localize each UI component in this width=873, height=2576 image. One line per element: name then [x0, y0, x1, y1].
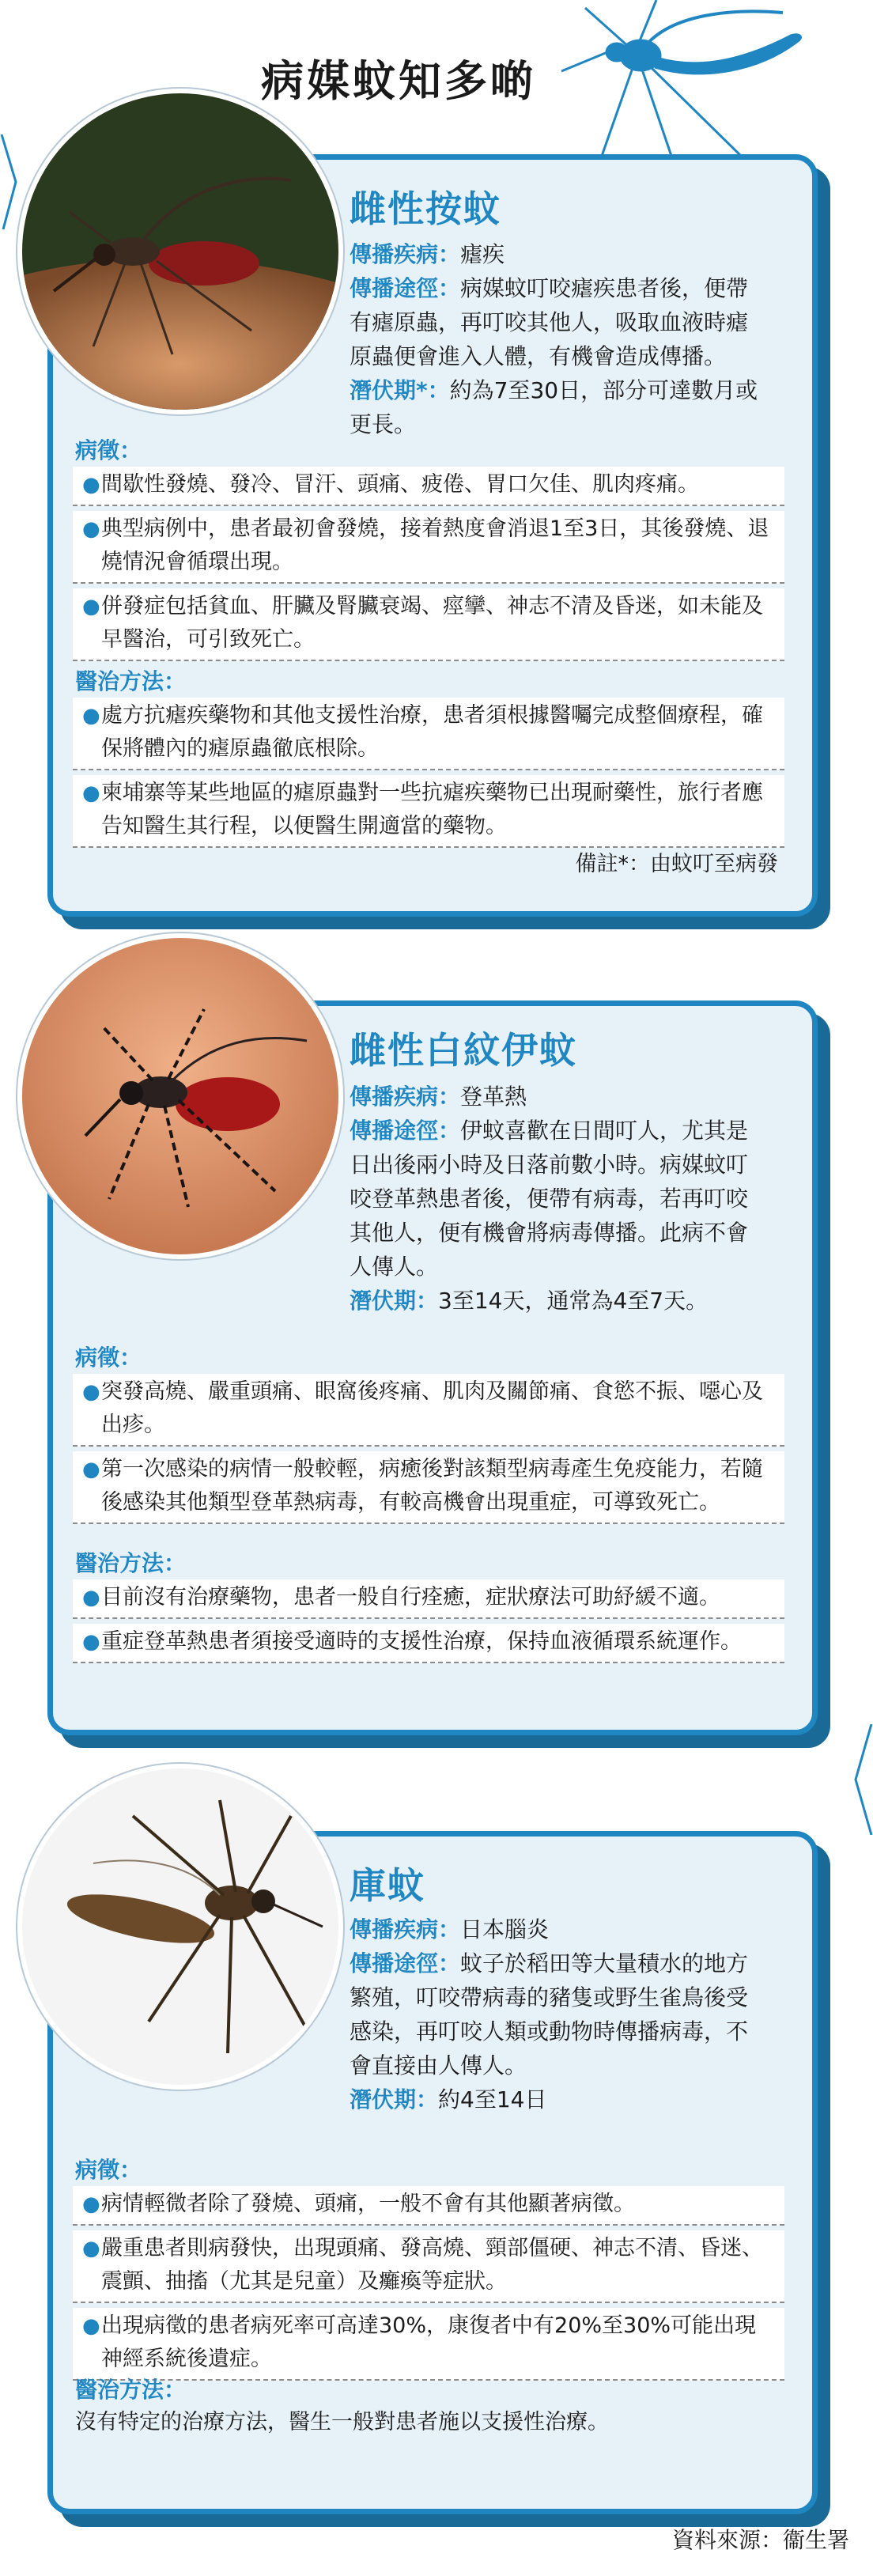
incubation-value: 3至14天，通常為4至7天。 [438, 1288, 709, 1314]
list-item [73, 775, 784, 848]
list-item-text: 第一次感染的病情一般較輕，病癒後對該類型病毒產生免疫能力，若隨後感染其他類型登革熱病毒，有較高機會出現重症，可導致死亡。 [101, 1457, 763, 1515]
list-item-text: 目前沒有治療藥物，患者一般自行痊癒，症狀療法可助紓緩不適。 [101, 1585, 720, 1610]
decorative-line-icon [849, 1724, 873, 1835]
list-item-text: 柬埔寨等某些地區的瘧原蟲對一些抗瘧疾藥物已出現耐藥性，旅行者應告知醫生其行程，以便醫生開適當的藥物。 [101, 781, 763, 838]
source-credit: 資料來源：衞生署 [671, 2527, 849, 2553]
symptoms-heading: 病徵： [75, 1345, 142, 1371]
list-item-text: 突發高燒、嚴重頭痛、眼窩後疼痛、肌肉及關節痛、食慾不振、噁心及出疹。 [101, 1379, 763, 1437]
route-label: 傳播途徑： [350, 1950, 461, 1976]
list-item-text: 典型病例中，患者最初會發燒，接着熱度會消退1至3日，其後發燒、退燒情況會循環出現。 [101, 516, 769, 574]
aedes-photo [17, 933, 343, 1259]
culex-photo [17, 1764, 343, 2090]
symptoms-list [73, 467, 784, 666]
bullet-icon: ● [82, 473, 100, 497]
treatment-list [73, 698, 784, 853]
species-info [350, 1912, 761, 2116]
page-title: 病媒蚊知多啲 [261, 56, 536, 106]
bullet-icon: ● [82, 2192, 100, 2216]
list-item [73, 2308, 784, 2381]
bullet-icon: ● [82, 704, 100, 728]
disease-value: 瘧疾 [460, 241, 505, 267]
incubation-label: 潛伏期： [350, 2086, 439, 2113]
footnote: 備註*：由蚊叮至病發 [575, 852, 778, 876]
list-item [73, 1451, 784, 1524]
bullet-icon: ● [82, 517, 100, 541]
disease-label: 傳播疾病： [350, 241, 461, 267]
treatment-list [73, 1579, 784, 1668]
bullet-icon: ● [82, 781, 100, 805]
list-item-text: 重症登革熱患者須接受適時的支援性治療，保持血液循環系統運作。 [101, 1629, 742, 1654]
list-item [73, 2186, 784, 2226]
bullet-icon: ● [82, 2237, 100, 2260]
list-item-text: 處方抗瘧疾藥物和其他支援性治療，患者須根據醫囑完成整個療程，確保將體內的瘧原蟲徹底根除。 [101, 703, 763, 761]
route-label: 傳播途徑： [350, 275, 461, 301]
list-item [73, 1579, 784, 1619]
route-value: 蚊子於稻田等大量積水的地方繁殖，叮咬帶病毒的豬隻或野生雀鳥後受感染，再叮咬人類或動物時傳播病毒，不會直接由人傳人。 [350, 1950, 749, 2079]
incubation-value: 約為7至30日，部分可達數月或更長。 [350, 377, 758, 437]
list-item [73, 467, 784, 506]
treatment-heading: 醫治方法： [75, 668, 187, 694]
bullet-icon: ● [82, 1458, 100, 1481]
list-item [73, 698, 784, 770]
species-info [350, 1080, 761, 1318]
treatment-heading: 醫治方法： [75, 1550, 187, 1576]
symptoms-heading: 病徵： [75, 2157, 142, 2183]
disease-label: 傳播疾病： [350, 1084, 461, 1110]
disease-value: 登革熱 [460, 1084, 527, 1110]
list-item-text: 間歇性發燒、發冷、冒汗、頭痛、疲倦、胃口欠佳、肌肉疼痛。 [101, 472, 699, 497]
disease-label: 傳播疾病： [350, 1916, 461, 1942]
list-item-text: 病情輕微者除了發燒、頭痛，一般不會有其他顯著病徵。 [101, 2192, 635, 2216]
mosquito-silhouette-icon [554, 0, 873, 158]
species-name: 庫蚊 [350, 1864, 425, 1907]
incubation-label: 潛伏期： [350, 1288, 439, 1314]
anopheles-photo [17, 89, 343, 414]
bullet-icon: ● [82, 1380, 100, 1404]
bullet-icon: ● [82, 2314, 100, 2338]
route-value: 病媒蚊叮咬瘧疾患者後，便帶有瘧原蟲，再叮咬其他人，吸取血液時瘧原蟲便會進入人體，有機會造成傳播。 [350, 275, 749, 369]
list-item-text: 嚴重患者則病發快，出現頭痛、發高燒、頸部僵硬、神志不清、昏迷、震顫、抽搐（尤其是兒童）及癱瘓等症狀。 [101, 2236, 763, 2294]
route-value: 伊蚊喜歡在日間叮人，尤其是日出後兩小時及日落前數小時。病媒蚊叮咬登革熱患者後，便帶有病毒，若再叮咬其他人，便有機會將病毒傳播。此病不會人傳人。 [350, 1118, 749, 1280]
list-item-text: 併發症包括貧血、肝臟及腎臟衰竭、痙攣、神志不清及昏迷，如未能及早醫治，可引致死亡。 [101, 594, 763, 652]
decorative-line-icon [0, 134, 24, 229]
species-name: 雌性按蚊 [350, 187, 501, 230]
list-item [73, 1624, 784, 1663]
incubation-label: 潛伏期*： [350, 377, 450, 403]
disease-value: 日本腦炎 [460, 1916, 550, 1942]
list-item [73, 588, 784, 661]
species-name: 雌性白紋伊蚊 [350, 1029, 577, 1072]
treatment-text: 沒有特定的治療方法，醫生一般對患者施以支援性治療。 [75, 2410, 609, 2434]
bullet-icon: ● [82, 1630, 100, 1654]
route-label: 傳播途徑： [350, 1118, 461, 1144]
bullet-icon: ● [82, 595, 100, 618]
list-item-text: 出現病徵的患者病死率可高達30%，康復者中有20%至30%可能出現神經系統後遺症。 [101, 2313, 757, 2371]
incubation-value: 約4至14日 [438, 2086, 547, 2113]
list-item [73, 511, 784, 584]
symptoms-list [73, 1374, 784, 1529]
list-item [73, 1374, 784, 1447]
treatment-heading: 醫治方法： [75, 2377, 187, 2403]
species-info [350, 237, 761, 441]
symptoms-heading: 病徵： [75, 437, 142, 463]
list-item [73, 2230, 784, 2303]
symptoms-list [73, 2186, 784, 2385]
bullet-icon: ● [82, 1586, 100, 1610]
